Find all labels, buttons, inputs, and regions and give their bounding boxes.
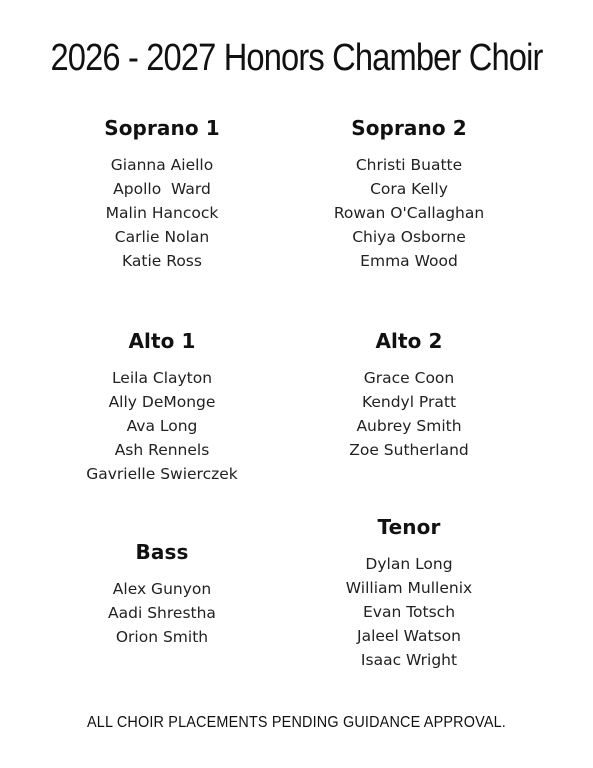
footer-note: ALL CHOIR PLACEMENTS PENDING GUIDANCE APPROVAL. [87, 714, 506, 731]
section-alto-1 [42, 328, 282, 486]
section-heading: Alto 2 [375, 329, 443, 353]
page-title: 2026 - 2027 Honors Chamber Choir [50, 37, 543, 79]
member-name: Gavrielle Swierczek [86, 465, 238, 483]
member-list [289, 552, 529, 672]
member-name: Apollo Ward [113, 180, 211, 198]
member-name: Kendyl Pratt [361, 393, 457, 411]
section-alto-2 [289, 328, 529, 462]
member-name: Emma Wood [360, 252, 458, 270]
member-name: Aadi Shrestha [108, 604, 216, 622]
member-name: Isaac Wright [360, 651, 458, 669]
member-name: Cora Kelly [370, 180, 448, 198]
member-list [42, 366, 282, 486]
member-name: Zoe Sutherland [349, 441, 469, 459]
member-name: Grace Coon [363, 369, 455, 387]
member-name: Ava Long [126, 417, 198, 435]
section-heading: Bass [135, 540, 189, 564]
member-list [42, 577, 282, 649]
section-bass [42, 539, 282, 649]
member-name: Evan Totsch [362, 603, 456, 621]
member-name: Malin Hancock [105, 204, 219, 222]
member-name: Katie Ross [122, 252, 202, 270]
member-name: Jaleel Watson [357, 627, 461, 645]
member-name: Ally DeMonge [108, 393, 216, 411]
section-heading: Tenor [377, 515, 441, 539]
section-heading: Soprano 2 [351, 116, 467, 140]
member-name: Alex Gunyon [112, 580, 212, 598]
section-heading: Alto 1 [128, 329, 196, 353]
member-name: William Mullenix [345, 579, 473, 597]
member-name: Chiya Osborne [352, 228, 466, 246]
member-list [289, 366, 529, 462]
member-name: Aubrey Smith [356, 417, 462, 435]
section-heading: Soprano 1 [104, 116, 220, 140]
member-list [289, 153, 529, 273]
member-list [42, 153, 282, 273]
member-name: Christi Buatte [355, 156, 463, 174]
member-name: Leila Clayton [111, 369, 213, 387]
section-soprano-1 [42, 115, 282, 273]
member-name: Ash Rennels [114, 441, 210, 459]
member-name: Gianna Aiello [110, 156, 214, 174]
member-name: Carlie Nolan [114, 228, 210, 246]
member-name: Orion Smith [115, 628, 209, 646]
section-tenor [289, 514, 529, 672]
member-name: Rowan O'Callaghan [333, 204, 485, 222]
section-soprano-2 [289, 115, 529, 273]
member-name: Dylan Long [365, 555, 453, 573]
